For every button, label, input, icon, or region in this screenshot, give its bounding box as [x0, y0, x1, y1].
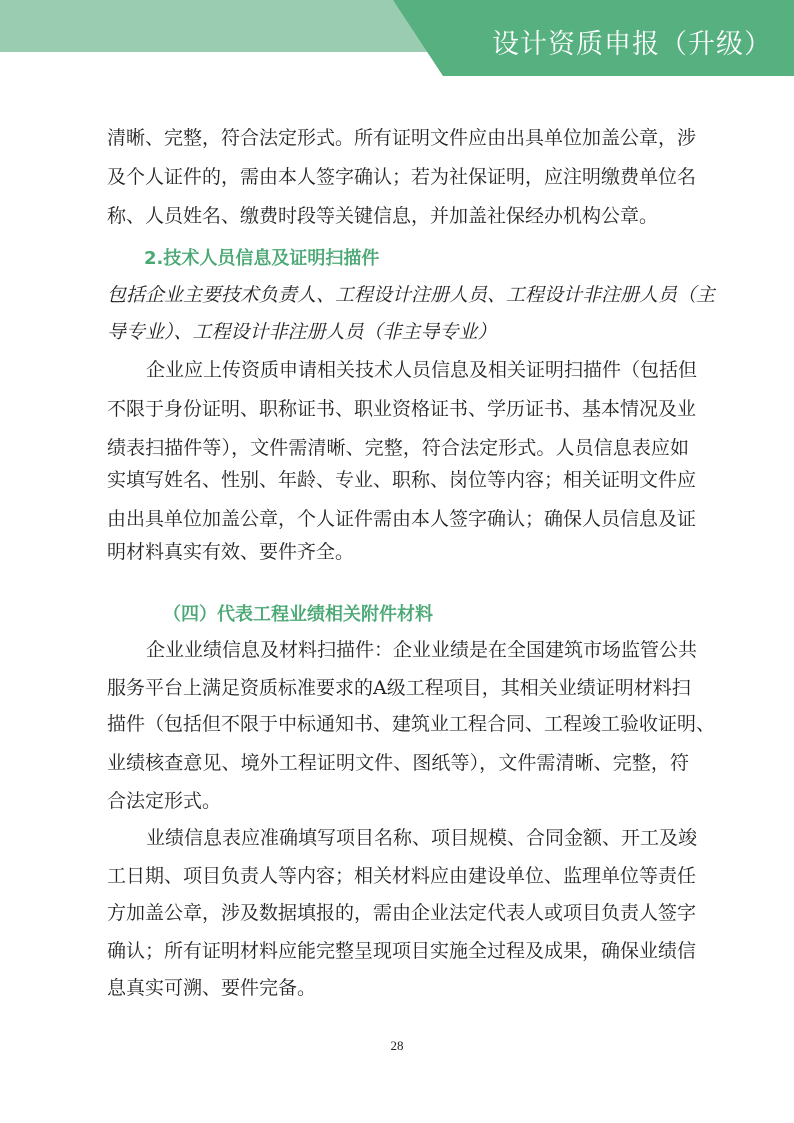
body-line: 不限于身份证明、职称证书、职业资格证书、学历证书、基本情况及业: [107, 398, 697, 420]
page-number: 28: [390, 1038, 404, 1053]
body-line: 方加盖公章，涉及数据填报的，需由企业法定代表人或项目负责人签字: [107, 902, 697, 924]
body-line: 及个人证件的，需由本人签字确认；若为社保证明，应注明缴费单位名: [107, 166, 697, 188]
italic-line: 包括企业主要技术负责人、工程设计注册人员、工程设计非注册人员（主: [107, 284, 716, 306]
body-line: 合法定形式。: [107, 790, 222, 812]
italic-line: 导专业）、工程设计非注册人员（非主导专业）: [107, 321, 497, 343]
body-line: 清晰、完整，符合法定形式。所有证明文件应由出具单位加盖公章，涉: [107, 127, 697, 149]
header-title: 设计资质申报（升级）: [492, 29, 772, 60]
body-line: 实填写姓名、性别、年龄、专业、职称、岗位等内容；相关证明文件应: [107, 469, 697, 491]
body-line: 业绩信息表应准确填写项目名称、项目规模、合同金额、开工及竣: [146, 827, 698, 849]
body-line: 服务平台上满足资质标准要求的A级工程项目，其相关业绩证明材料扫: [107, 677, 691, 699]
body-line: 确认；所有证明材料应能完整呈现项目实施全过程及成果，确保业绩信: [107, 940, 697, 962]
body-line: 企业应上传资质申请相关技术人员信息及相关证明扫描件（包括但: [146, 359, 698, 381]
body-line: 企业业绩信息及材料扫描件：企业业绩是在全国建筑市场监管公共: [146, 639, 698, 661]
body-line: 绩表扫描件等），文件需清晰、完整，符合法定形式。人员信息表应如: [107, 437, 689, 459]
body-line: 息真实可溯、要件完备。: [107, 977, 317, 999]
body-line: 描件（包括但不限于中标通知书、建筑业工程合同、工程竣工验收证明、: [107, 713, 716, 735]
subsection-heading: 2.技术人员信息及证明扫描件: [144, 248, 380, 269]
body-line: 明材料真实有效、要件齐全。: [107, 541, 355, 563]
body-line: 工日期、项目负责人等内容；相关材料应由建设单位、监理单位等责任: [107, 865, 697, 887]
body-line: 由出具单位加盖公章，个人证件需由本人签字确认；确保人员信息及证: [107, 508, 697, 530]
body-line: 称、人员姓名、缴费时段等关键信息，并加盖社保经办机构公章。: [107, 205, 659, 227]
section-heading: （四）代表工程业绩相关附件材料: [163, 604, 433, 625]
body-line: 业绩核查意见、境外工程证明文件、图纸等），文件需清晰、完整，符: [107, 752, 689, 774]
